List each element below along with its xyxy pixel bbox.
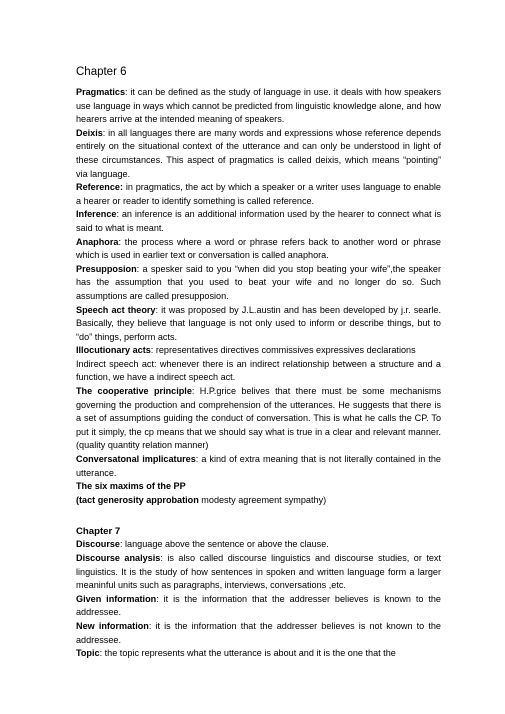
- entry-text: : language above the sentence or above the clause.: [119, 539, 329, 550]
- entry-term: Pragmatics: [76, 87, 126, 97]
- entry-term: Anaphora: [76, 236, 119, 247]
- entry-term: Illocutionary acts: [76, 345, 151, 356]
- entry-topic: [76, 647, 441, 661]
- entry-illocutionary-acts: [76, 344, 441, 358]
- entry-term: Speech act theory: [76, 304, 156, 315]
- entry-discourse-analysis: [76, 552, 441, 593]
- entry-cooperative-principle: [76, 385, 441, 453]
- entry-presupposion: [76, 263, 441, 304]
- entry-term: The six maxims of the PP: [76, 481, 186, 492]
- entry-conversational-implicatures: [76, 453, 441, 480]
- section-divider: [76, 507, 441, 520]
- entry-new-information: [76, 620, 441, 647]
- entry-reference: [76, 181, 441, 208]
- entry-term: Topic: [76, 648, 100, 659]
- entry-term: Presupposion: [76, 263, 137, 274]
- entry-six-maxims: [76, 480, 441, 494]
- entry-term: The cooperative principle: [76, 386, 192, 397]
- entry-speech-act-theory: [76, 304, 441, 345]
- entry-term: New information: [76, 620, 149, 631]
- entry-text: : H.P.grice belives that there must be some mechanisms governing the production and comprehension of the utterances. He suggests that there is a set of assumptions guiding the conduct of conversation. This is what he calls the CP. To put it simply, the cp means that we should say what is true in a clear and relevant manner.(quality quantity relation manner): [76, 386, 442, 451]
- entry-inference: [76, 208, 441, 235]
- entry-term: Reference:: [76, 182, 124, 193]
- entry-text: : the topic represents what the utterance is about and it is the one that the: [99, 648, 396, 659]
- chapter-6-heading: Chapter 6: [76, 66, 127, 78]
- entry-term: Discourse analysis: [76, 553, 161, 563]
- entry-text: : the process where a word or phrase refers back to another word or phrase which is used in earlier text or conversation is called anaphora.: [76, 236, 441, 261]
- chapter-6-body: [76, 86, 441, 507]
- entry-text: in pragmatics, the act by which a speaker or a writer uses language to enable a hearer or reader to identify something is called reference.: [76, 182, 441, 206]
- entry-text: : it can be defined as the study of language in use. it deals with how speakers use language in ways which cannot be predicted from linguistic knowledge alone, and how hearers arrive at the intended meaning of speakers.: [76, 87, 441, 125]
- entry-pragmatics: [76, 86, 441, 127]
- entry-text: : is also called discourse linguistics and discourse studies, or text linguistics. It is the study of how sentences in spoken and written language form a larger meaninful units such as paragraphs, interviews, conversations ,etc.: [76, 553, 441, 591]
- chapter-7-heading: Chapter 7: [76, 526, 121, 538]
- entry-term: Inference: [76, 209, 117, 220]
- entry-text: : in all languages there are many words and expressions whose reference depends entirely on the situational context of the utterance and can only be understood in light of these circumstances. This aspect of pragmatics is called deixis, which means “pointing” via language.: [76, 127, 441, 179]
- entry-term: Given information: [76, 593, 157, 604]
- entry-text: modesty agreement sympathy): [198, 494, 327, 505]
- entry-text: : a spesker said to you “when did you stop beating your wife”,the speaker has the assumption that you used to beat your wife and no longer do so. Such assumptions are called presupposion.: [76, 263, 441, 301]
- entry-term: (tact generosity approbation: [76, 494, 199, 505]
- entry-discourse: [76, 538, 441, 552]
- entry-text: : it is the information that the addresser believes is known to the addressee.: [76, 593, 441, 618]
- entry-maxims-list: [76, 494, 441, 508]
- entry-term: Conversatonal implicatures: [76, 454, 196, 465]
- entry-text: : it is the information that the addresser believes is not known to the addressee.: [76, 620, 441, 645]
- entry-term: Discourse: [76, 539, 120, 550]
- entry-text: : representatives directives commissives expressives declarations: [150, 345, 416, 356]
- document-page: [76, 66, 441, 661]
- entry-text: : an inference is an additional information used by the hearer to connect what is said to what is meant.: [76, 209, 441, 233]
- entry-deixis: [76, 127, 441, 181]
- entry-indirect-speech-act: [76, 358, 441, 385]
- entry-anaphora: [76, 236, 441, 263]
- entry-text: Indirect speech act: whenever there is an indirect relationship between a structure and a function, we have a indirect speech act.: [76, 358, 441, 383]
- entry-text: : it was proposed by J.L.austin and has been developed by j.r. searle. Basically, they believe that language is not only used to inform or describe things, but to “do” things, perform acts.: [76, 304, 441, 342]
- entry-given-information: [76, 593, 441, 620]
- entry-text: : a kind of extra meaning that is not literally contained in the utterance.: [76, 454, 441, 478]
- entry-term: Deixis: [76, 127, 103, 138]
- chapter-7-body: [76, 538, 441, 660]
